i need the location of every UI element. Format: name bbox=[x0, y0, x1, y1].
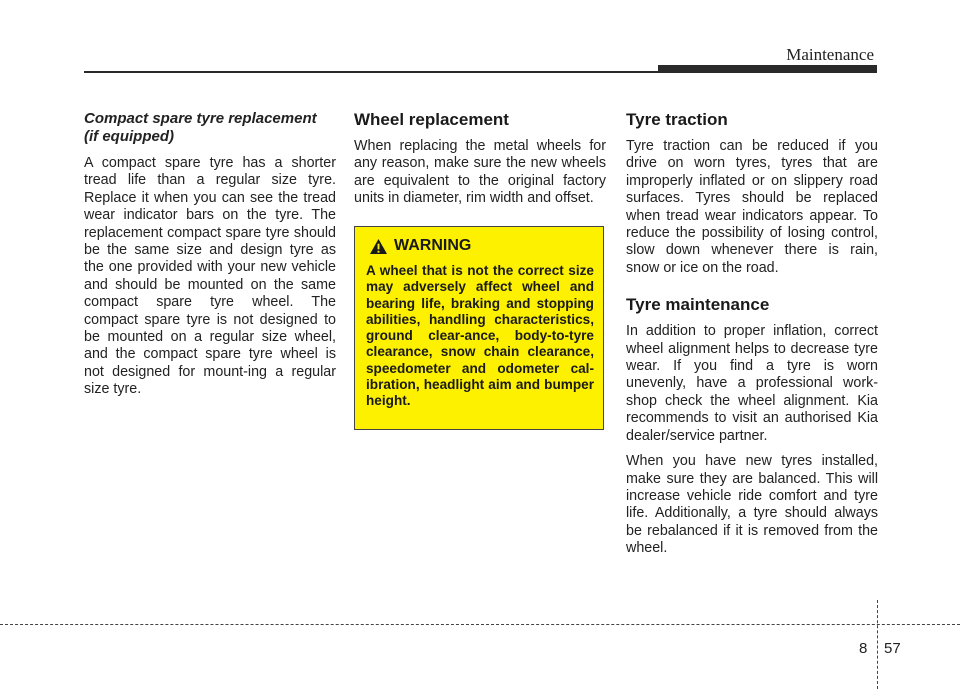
footer-vertical-divider bbox=[877, 600, 878, 689]
column-tyres bbox=[626, 110, 878, 566]
compact-spare-heading bbox=[84, 110, 336, 146]
page-number: 57 bbox=[884, 640, 901, 657]
chapter-number: 8 bbox=[859, 640, 868, 657]
tyre-maintenance-body-2: When you have new tyres installed, make sure they are balanced. This will increase vehicle ride comfort and tyre life. Additionally, a tyre should always be rebalanced if it is removed from the wheel. bbox=[626, 453, 878, 557]
warning-box bbox=[354, 226, 604, 430]
section-title: Maintenance bbox=[786, 45, 874, 64]
column-wheel-replacement bbox=[354, 110, 606, 216]
warning-title: WARNING bbox=[394, 237, 472, 254]
compact-spare-body: A compact spare tyre has a shorter tread life than a regular size tyre. Replace it when you can see the tread wear indicator bars on the tyre. The replacement compact spare tyre should be the same size and design tyre as the one provided with your new vehicle and should be mounted on the same compact spare tyre wheel. The compact spare tyre is not designed to be mounted on a regular size wheel, and the compact spare tyre wheel is not designed for mount-ing a regular size tyre. bbox=[84, 155, 336, 398]
warning-triangle-icon bbox=[369, 238, 388, 255]
tyre-maintenance-heading: Tyre maintenance bbox=[626, 295, 770, 315]
tyre-maintenance-body-1: In addition to proper inflation, correct wheel alignment helps to decrease tyre wear. If you find a tyre is worn unevenly, have a professional work-shop check the wheel alignment. Kia recommends to visit an authorised Kia dealer/service partner. bbox=[626, 323, 878, 444]
warning-text: A wheel that is not the correct size may adversely affect wheel and bearing life, braking and stopping abilities, handling characteristics, ground clear-ance, body-to-tyre clearance, snow chain clearance, speedometer and odometer cal-ibration, headlight aim and bumper height. bbox=[366, 263, 594, 409]
tyre-traction-body: Tyre traction can be reduced if you drive on worn tyres, tyres that are improperly inflated or on slippery road surfaces. Tyres should be replaced when tread wear indicators appear. To reduce the possibility of losing control, slow down whenever there is rain, snow or ice on the road. bbox=[626, 138, 878, 276]
tyre-traction-heading: Tyre traction bbox=[626, 110, 728, 129]
wheel-replacement-heading: Wheel replacement bbox=[354, 110, 509, 129]
header-rule-thick bbox=[658, 65, 877, 73]
warning-header bbox=[369, 237, 471, 255]
compact-spare-heading-line1: Compact spare tyre replacement bbox=[84, 110, 317, 127]
wheel-replacement-body: When replacing the metal wheels for any reason, make sure the new wheels are equivalent to the original factory units in diameter, rim width and offset. bbox=[354, 138, 606, 207]
column-compact-spare bbox=[84, 110, 336, 407]
compact-spare-heading-line2: (if equipped) bbox=[84, 128, 174, 145]
header-rule-thin bbox=[84, 71, 660, 73]
footer-dashed-rule bbox=[0, 624, 960, 625]
